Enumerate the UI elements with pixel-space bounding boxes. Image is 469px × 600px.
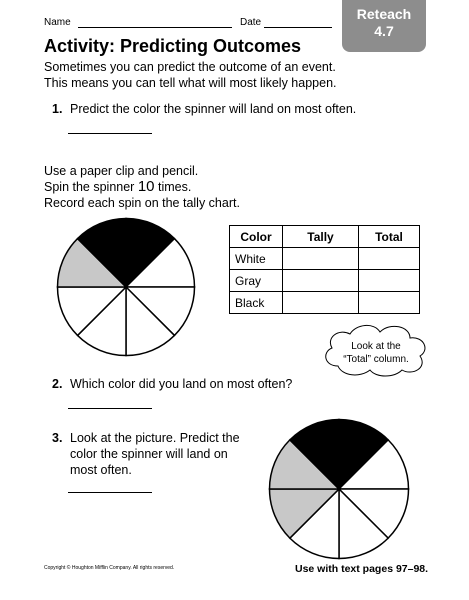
instruction-spin-count: 10 (137, 178, 155, 195)
instruction-line-1: Use a paper clip and pencil. (44, 164, 199, 178)
tally-cell-gray[interactable] (283, 270, 359, 292)
instruction-spin-pre: Spin the spinner (44, 180, 135, 194)
table-row (230, 248, 420, 270)
instruction-line-2 (44, 179, 191, 195)
reteach-number: 4.7 (374, 23, 394, 39)
page-title: Activity: Predicting Outcomes (44, 36, 302, 56)
tally-cell-white[interactable] (283, 248, 359, 270)
tally-header-row (230, 226, 420, 248)
intro-line-1: Sometimes you can predict the outcome of an event. (44, 60, 336, 74)
q1-number: 1. (52, 102, 63, 116)
tally-color-gray: Gray (230, 270, 283, 292)
tally-header-color: Color (230, 226, 283, 248)
reteach-label: Reteach (356, 6, 412, 22)
text-pages-note: Use with text pages 97–98. (295, 563, 429, 575)
instruction-line-3: Record each spin on the tally chart. (44, 196, 240, 210)
total-cell-white[interactable] (359, 248, 420, 270)
q2-number: 2. (52, 377, 63, 391)
q2-answer-line[interactable] (68, 408, 152, 409)
instruction-spin-post: times. (158, 180, 192, 194)
q2-text: Which color did you land on most often? (70, 377, 293, 391)
date-line[interactable] (264, 27, 332, 28)
date-label: Date (240, 17, 262, 28)
tally-header-tally: Tally (283, 226, 359, 248)
copyright-text: Copyright © Houghton Mifflin Company. All rights reserved. (44, 565, 175, 571)
name-line[interactable] (78, 27, 232, 28)
tally-color-black: Black (230, 292, 283, 314)
q3-line-2: color the spinner will land on (70, 447, 228, 461)
tally-cell-black[interactable] (283, 292, 359, 314)
q1-text: Predict the color the spinner will land on most often. (70, 102, 357, 116)
q3-answer-line[interactable] (68, 492, 152, 493)
reteach-tab (342, 0, 426, 52)
tally-header-total: Total (359, 226, 420, 248)
table-row (230, 270, 420, 292)
intro-line-2: This means you can tell what will most likely happen. (44, 76, 337, 90)
tally-chart (229, 225, 420, 314)
hint-line-1: Look at the (351, 341, 401, 352)
spinner-1 (56, 217, 196, 357)
total-cell-black[interactable] (359, 292, 420, 314)
q3-line-1: Look at the picture. Predict the (70, 431, 240, 445)
total-cell-gray[interactable] (359, 270, 420, 292)
table-row (230, 292, 420, 314)
hint-cloud (324, 340, 428, 366)
hint-line-2: “Total” column. (343, 354, 409, 365)
q1-answer-line[interactable] (68, 133, 152, 134)
q3-line-3: most often. (70, 463, 132, 477)
tally-color-white: White (230, 248, 283, 270)
q3-number: 3. (52, 431, 63, 445)
spinner-2 (268, 418, 410, 560)
name-label: Name (44, 17, 71, 28)
